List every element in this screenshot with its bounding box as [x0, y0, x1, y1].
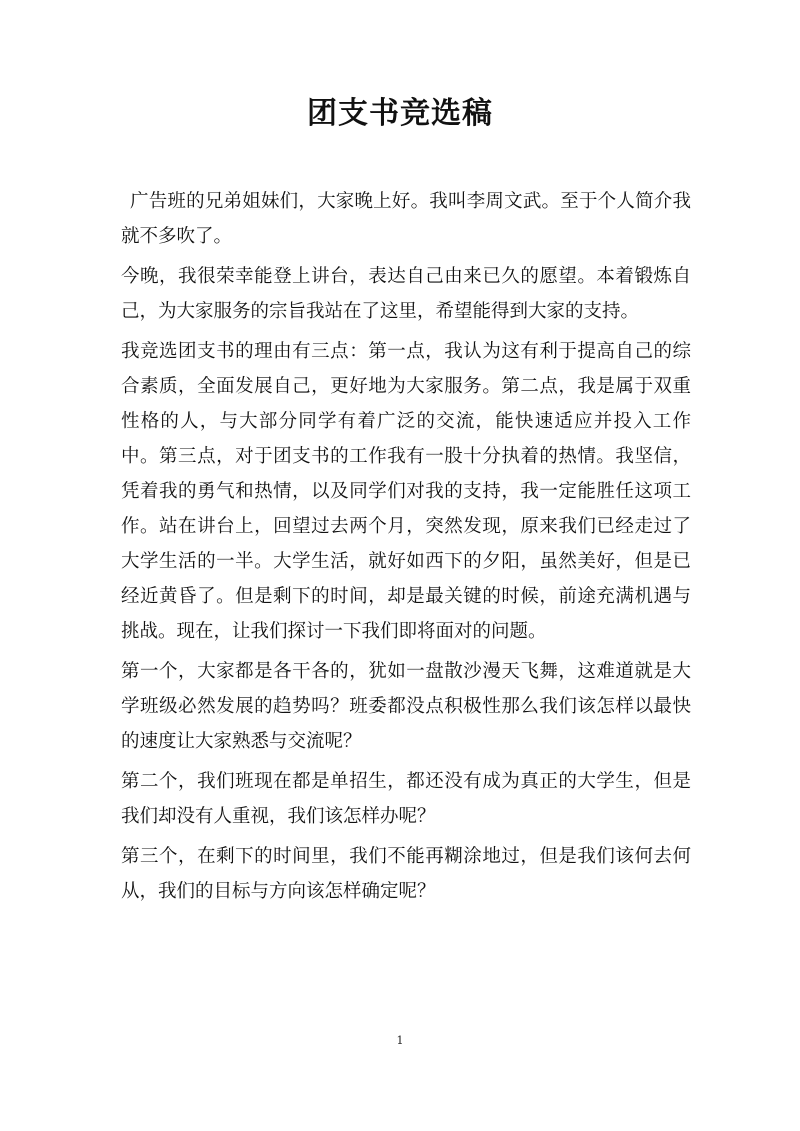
paragraph-issue-two: 第二个，我们班现在都是单招生，都还没有成为真正的大学生，但是我们却没有人重视，我们该怎样办呢？ [121, 771, 691, 827]
paragraph-issue-three: 第三个，在剩下的时间里，我们不能再糊涂地过，但是我们该何去何从，我们的目标与方向该怎样确定呢？ [121, 846, 691, 902]
paragraph-reasons: 我竞选团支书的理由有三点：第一点，我认为这有利于提高自己的综合素质，全面发展自己，更好地为大家服务。第二点，我是属于双重性格的人，与大部分同学有着广泛的交流，能快速适应并投入工作中。第三点，对于团支书的工作我有一股十分执着的热情。我坚信，凭着我的勇气和热情，以及同学们对我的支持，我一定能胜任这项工作。站在讲台上，回望过去两个月，突然发现，原来我们已经走过了大学生活的一半。大学生活，就好如西下的夕阳，虽然美好，但是已经近黄昏了。但是剩下的时间，却是最关键的时候，前途充满机遇与挑战。现在，让我们探讨一下我们即将面对的问题。 [121, 341, 691, 642]
document-body [121, 184, 691, 914]
paragraph-greeting: 广告班的兄弟姐妹们，大家晚上好。我叫李周文武。至于个人简介我就不多吹了。 [121, 191, 691, 247]
paragraph-issue-one: 第一个，大家都是各干各的，犹如一盘散沙漫天飞舞，这难道就是大学班级必然发展的趋势吗？班委都没点积极性那么我们该怎样以最快的速度让大家熟悉与交流呢？ [121, 661, 691, 752]
document-title: 团支书竞选稿 [307, 96, 493, 131]
paragraph-intention: 今晚，我很荣幸能登上讲台，表达自己由来已久的愿望。本着锻炼自己，为大家服务的宗旨我站在了这里，希望能得到大家的支持。 [121, 266, 691, 322]
page-number: 1 [396, 1034, 404, 1047]
